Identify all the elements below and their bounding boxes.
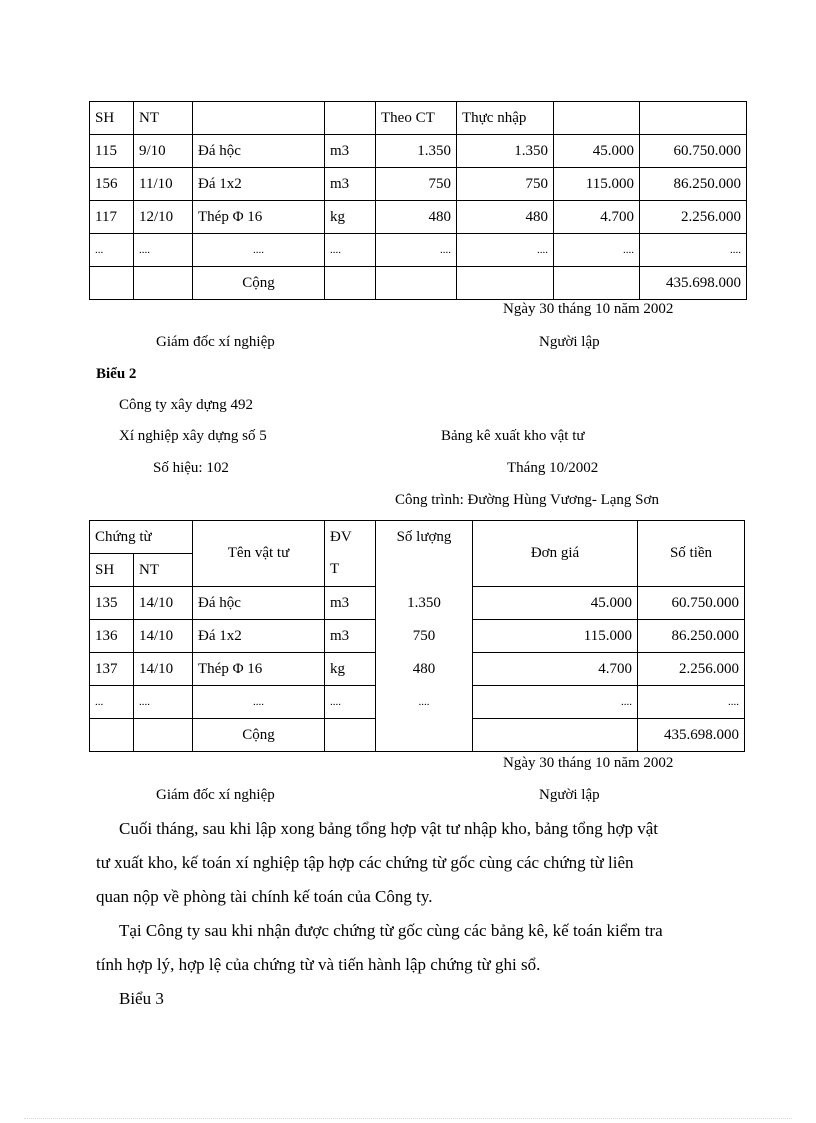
empty-cell [325, 719, 376, 752]
header-cell [640, 102, 747, 135]
doc-number: Số hiệu: 102 [153, 460, 229, 476]
cell-material: Đá hộc [193, 587, 325, 620]
cell-price: 45.000 [473, 587, 638, 620]
empty-cell [90, 719, 134, 752]
cell-amount: .... [638, 686, 745, 719]
empty-cell [376, 267, 457, 300]
doc-title: Bảng kê xuất kho vật tư [441, 428, 585, 444]
header-cell [554, 102, 640, 135]
empty-cell [90, 267, 134, 300]
cell-quantity: 480 [376, 653, 473, 686]
header-amount: Số tiền [638, 521, 745, 587]
paragraph-line: Tại Công ty sau khi nhận được chứng từ gốc cùng các bảng kê, kế toán kiểm tra [119, 921, 663, 940]
cell-price: .... [554, 234, 640, 267]
total-value: 435.698.000 [638, 719, 745, 752]
header-chungtu: Chứng từ [90, 521, 193, 554]
cell-unit: m3 [325, 620, 376, 653]
cell-quantity: 750 [376, 620, 473, 653]
cell-amount: 86.250.000 [638, 620, 745, 653]
cell-unit: m3 [325, 168, 376, 201]
cell-nt: 12/10 [134, 201, 193, 234]
header-cell [193, 102, 325, 135]
table-header-row [90, 521, 745, 554]
empty-cell [134, 267, 193, 300]
table-row [90, 653, 745, 686]
cell-amount: 60.750.000 [640, 135, 747, 168]
cell-nt: 11/10 [134, 168, 193, 201]
cell-quantity: 1.350 [376, 587, 473, 620]
preparer-label: Người lập [539, 787, 600, 803]
total-row [90, 267, 747, 300]
paragraph-line: tính hợp lý, hợp lệ của chứng từ và tiến hành lập chứng từ ghi sổ. [96, 955, 541, 974]
empty-cell [134, 719, 193, 752]
cell-material: .... [193, 234, 325, 267]
header-material: Tên vật tư [193, 521, 325, 587]
company-name: Công ty xây dựng 492 [119, 397, 253, 413]
cell-unit: kg [325, 653, 376, 686]
sign-date: Ngày 30 tháng 10 năm 2002 [503, 755, 674, 771]
paragraph-line: tư xuất kho, kế toán xí nghiệp tập hợp các chứng từ gốc cùng các chứng từ liên [96, 853, 634, 872]
cell-nt: 14/10 [134, 653, 193, 686]
empty-cell [554, 267, 640, 300]
page-footer-rule [24, 1118, 792, 1119]
table-row [90, 686, 745, 719]
cell-price: 4.700 [554, 201, 640, 234]
empty-cell [473, 719, 638, 752]
cell-amount: 2.256.000 [638, 653, 745, 686]
empty-cell [376, 554, 473, 587]
table-row [90, 168, 747, 201]
cell-qty-doc: .... [376, 234, 457, 267]
cell-amount: 60.750.000 [638, 587, 745, 620]
table-row [90, 201, 747, 234]
cell-nt: 14/10 [134, 587, 193, 620]
enterprise-name: Xí nghiệp xây dựng số 5 [119, 428, 267, 444]
director-label: Giám đốc xí nghiệp [156, 787, 275, 803]
table-row [90, 620, 745, 653]
table-header-row [90, 102, 747, 135]
preparer-label: Người lập [539, 334, 600, 350]
cell-qty-doc: 1.350 [376, 135, 457, 168]
cell-qty-doc: 750 [376, 168, 457, 201]
project-name: Công trình: Đường Hùng Vương- Lạng Sơn [395, 492, 659, 508]
table-row [90, 234, 747, 267]
cell-material: Thép Φ 16 [193, 201, 325, 234]
cell-price: 115.000 [473, 620, 638, 653]
header-cell: SH [90, 102, 134, 135]
cell-unit: .... [325, 686, 376, 719]
header-nt: NT [134, 554, 193, 587]
table-row [90, 135, 747, 168]
cell-qty-actual: 1.350 [457, 135, 554, 168]
cell-sh: 135 [90, 587, 134, 620]
header-price: Đơn giá [473, 521, 638, 587]
cell-nt: 14/10 [134, 620, 193, 653]
cell-qty-actual: 480 [457, 201, 554, 234]
header-unit-2: T [325, 554, 376, 587]
cell-quantity: .... [376, 686, 473, 719]
total-value: 435.698.000 [640, 267, 747, 300]
issue-table [89, 520, 745, 752]
sign-date: Ngày 30 tháng 10 năm 2002 [503, 301, 674, 317]
cell-price: 45.000 [554, 135, 640, 168]
cell-amount: .... [640, 234, 747, 267]
cell-sh: 156 [90, 168, 134, 201]
cell-qty-actual: .... [457, 234, 554, 267]
cell-material: .... [193, 686, 325, 719]
header-quantity: Số lượng [376, 521, 473, 554]
cell-sh: ... [90, 234, 134, 267]
table-row [90, 587, 745, 620]
cell-amount: 86.250.000 [640, 168, 747, 201]
cell-price: .... [473, 686, 638, 719]
cell-unit: .... [325, 234, 376, 267]
total-row [90, 719, 745, 752]
header-sh: SH [90, 554, 134, 587]
header-unit-1: ĐV [325, 521, 376, 554]
empty-cell [325, 267, 376, 300]
total-label: Cộng [193, 719, 325, 752]
total-label: Cộng [193, 267, 325, 300]
empty-cell [376, 719, 473, 752]
cell-sh: 117 [90, 201, 134, 234]
header-cell: NT [134, 102, 193, 135]
cell-sh: 115 [90, 135, 134, 168]
cell-material: Đá hộc [193, 135, 325, 168]
bieu3-title: Biểu 3 [119, 989, 164, 1008]
cell-amount: 2.256.000 [640, 201, 747, 234]
cell-unit: m3 [325, 135, 376, 168]
header-cell: Thực nhập [457, 102, 554, 135]
cell-material: Đá 1x2 [193, 620, 325, 653]
cell-qty-actual: 750 [457, 168, 554, 201]
cell-material: Thép Φ 16 [193, 653, 325, 686]
doc-month: Tháng 10/2002 [507, 460, 599, 476]
receipt-table [89, 101, 747, 300]
cell-qty-doc: 480 [376, 201, 457, 234]
cell-nt: .... [134, 234, 193, 267]
cell-unit: kg [325, 201, 376, 234]
cell-price: 4.700 [473, 653, 638, 686]
empty-cell [457, 267, 554, 300]
cell-nt: 9/10 [134, 135, 193, 168]
cell-price: 115.000 [554, 168, 640, 201]
cell-nt: .... [134, 686, 193, 719]
paragraph-line: Cuối tháng, sau khi lập xong bảng tổng hợp vật tư nhập kho, bảng tổng hợp vật [119, 819, 659, 838]
paragraph-line: quan nộp về phòng tài chính kế toán của Công ty. [96, 887, 433, 906]
director-label: Giám đốc xí nghiệp [156, 334, 275, 350]
cell-sh: 136 [90, 620, 134, 653]
bieu2-title: Biểu 2 [96, 366, 137, 382]
header-cell [325, 102, 376, 135]
cell-sh: ... [90, 686, 134, 719]
cell-sh: 137 [90, 653, 134, 686]
cell-unit: m3 [325, 587, 376, 620]
header-cell: Theo CT [376, 102, 457, 135]
cell-material: Đá 1x2 [193, 168, 325, 201]
